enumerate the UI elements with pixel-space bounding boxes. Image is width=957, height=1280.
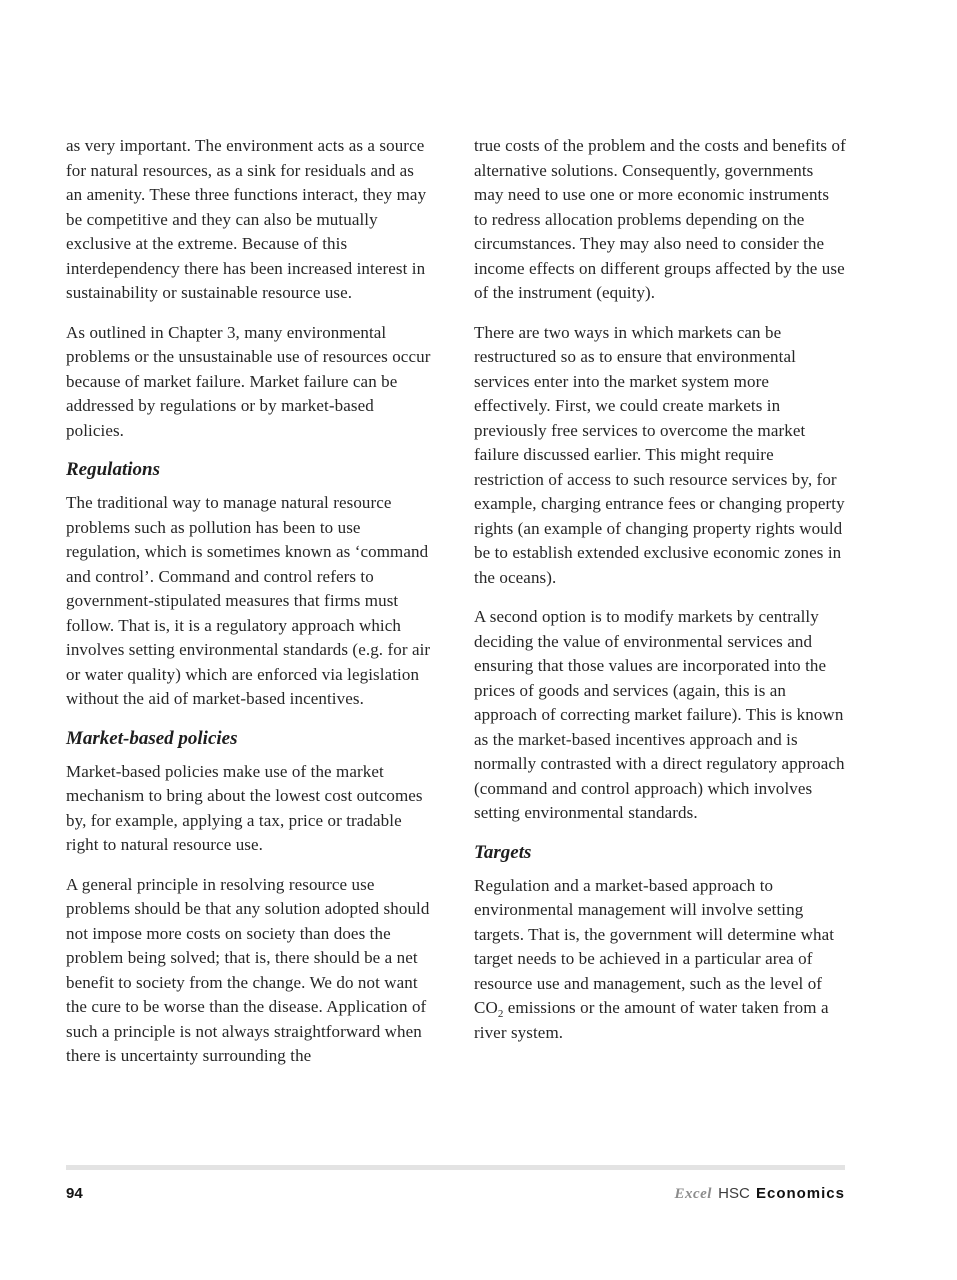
right-column [474, 134, 846, 1069]
targets-text-before-subscript: Regulation and a market-based approach to environmental management will involve setting targets. That is, the government will determine what target needs to be achieved in a particular area of resource use and management, such as the level of CO [474, 875, 835, 1017]
paragraph-second-option: A second option is to modify markets by centrally deciding the value of environmental services and ensuring that those values are incorporated into the prices of goods and services (again, this is an approach of correcting market failure). This is known as the market-based incentives approach and is normally contrasted with a direct regulatory approach (command and control approach) which involves setting environmental standards. [474, 607, 845, 822]
page-content [66, 134, 846, 1069]
section-heading-market-based-policies: Market-based policies [66, 727, 238, 749]
brand-economics-text: Economics [755, 1185, 845, 1202]
co2-subscript: 2 [497, 1008, 504, 1020]
book-brand [674, 1185, 845, 1203]
brand-excel-text: Excel [674, 1186, 712, 1202]
brand-hsc-text: HSC [718, 1185, 750, 1202]
section-heading-targets: Targets [474, 841, 532, 863]
page-footer [66, 1165, 845, 1203]
paragraph-market-based-policies: Market-based policies make use of the market mechanism to bring about the lowest cost outcomes by, for example, applying a tax, price or tradable right to natural resource use. [66, 761, 423, 854]
footer-row [66, 1185, 845, 1203]
paragraph-targets [474, 874, 846, 1046]
paragraph-intro: as very important. The environment acts as a source for natural resources, as a sink for residuals and as an amenity. These three functions interact, they may be competitive and they can also be mutually exclusive at the extreme. Because of this interdependency there has been increased interest in sustainability or sustainable resource use. [66, 136, 427, 302]
footer-rule [66, 1165, 845, 1170]
paragraph-general-principle: A general principle in resolving resource use problems should be that any solution adopted should not impose more costs on society than does the problem being solved; that is, there should be a net benefit to society from the change. We do not want the cure to be worse than the disease. Application of such a principle is not always straightforward when there is uncertainty surrounding the [66, 874, 430, 1065]
paragraph-two-ways: There are two ways in which markets can be restructured so as to ensure that environmental services enter into the market system more effectively. First, we could create markets in previously free services to overcome the market failure discussed earlier. This might require restriction of access to such resource services by, for example, charging entrance fees or changing property rights (an example of changing property rights would be to establish extended exclusive economic zones in the oceans). [474, 322, 845, 587]
targets-text-after-subscript: emissions or the amount of water taken from a river system. [474, 998, 829, 1042]
paragraph-regulations: The traditional way to manage natural resource problems such as pollution has been to use regulation, which is sometimes known as ‘command and control’. Command and control refers to government-stipulated measures that firms must follow. That is, it is a regulatory approach which involves setting environmental standards (e.g. for air or water quality) which are enforced via legislation without the aid of market-based incentives. [66, 493, 431, 708]
paragraph-market-failure: As outlined in Chapter 3, many environmental problems or the unsustainable use of resources occur because of market failure. Market failure can be addressed by regulations or by market-based policies. [66, 322, 431, 440]
paragraph-true-costs: true costs of the problem and the costs and benefits of alternative solutions. Consequently, governments may need to use one or more economic instruments to redress allocation problems depending on the circumstances. They may also need to consider the income effects on different groups affected by the use of the instrument (equity). [474, 136, 846, 302]
left-column [66, 134, 434, 1069]
page-number: 94 [66, 1185, 83, 1202]
section-heading-regulations: Regulations [66, 459, 160, 480]
